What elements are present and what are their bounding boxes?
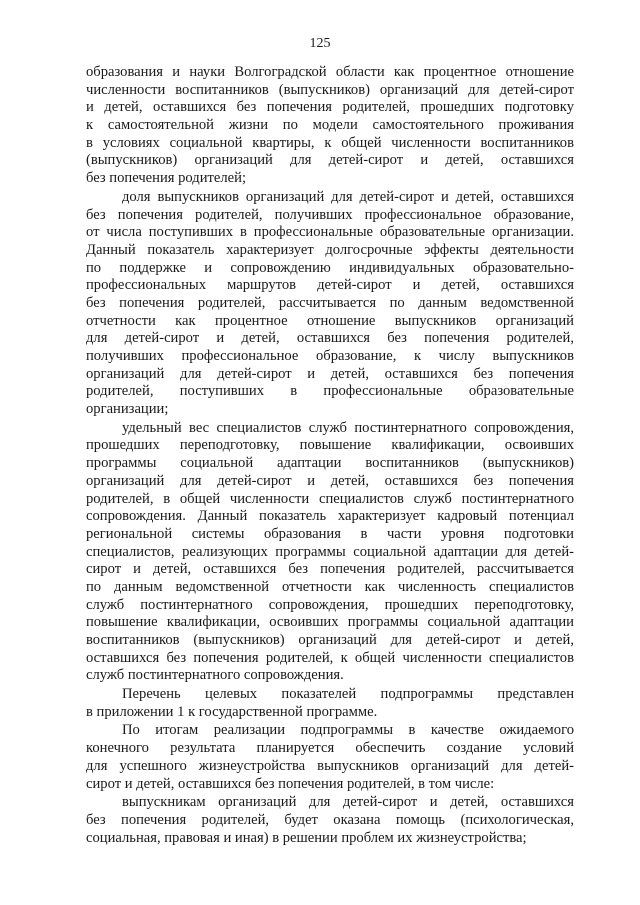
text-line: без попечения родителей, получивших профессиональное образование,: [86, 206, 574, 223]
text-line: сопровождения. Данный показатель характеризует кадровый потенциал: [86, 508, 574, 525]
text-line: Перечень целевых показателей подпрограммы представлен: [122, 686, 574, 703]
text-line: региональной системы образования в части уровня подготовки: [86, 525, 574, 542]
text-line: прошедших переподготовку, повышение квалификации, освоивших: [86, 437, 574, 454]
text-line: в приложении 1 к государственной программе.: [86, 703, 378, 720]
text-line: служб постинтернатного сопровождения, прошедших переподготовку,: [86, 596, 574, 613]
text-line: по поддержке и сопровождению индивидуальных образовательно-: [86, 259, 574, 276]
paragraph: [86, 794, 574, 847]
text-line: Данный показатель характеризует долгосрочные эффекты деятельности: [86, 241, 574, 258]
text-line: родителей, в общей численности специалистов служб постинтернатного: [86, 490, 574, 507]
text-line: образования и науки Волгоградской области как процентное отношение: [86, 64, 574, 80]
text-line: конечного результата планируется обеспечить создание условий: [86, 740, 574, 757]
text-line: от числа поступивших в профессиональные образовательные организации.: [86, 224, 574, 241]
text-line: родителей, поступивших в профессиональные образовательные: [86, 383, 574, 400]
text-line: воспитанников (выпускников) организаций для детей-сирот и детей,: [86, 632, 574, 648]
text-line: удельный вес специалистов служб постинтернатного сопровождения,: [122, 419, 574, 436]
text-line: организаций для детей-сирот и детей, оставшихся без попечения: [86, 365, 574, 382]
text-line: по данным ведомственной отчетности как численность специалистов: [86, 578, 574, 595]
text-line: численности воспитанников (выпускников) организаций для детей-сирот: [86, 81, 574, 98]
text-line: для успешного жизнеустройства выпускников организаций для детей-: [86, 757, 574, 774]
text-line: без попечения родителей, будет оказана помощь (психологическая,: [86, 811, 574, 828]
text-line: повышение квалификации, освоивших программы социальной адаптации: [86, 614, 574, 631]
text-line: доля выпускников организаций для детей-сирот и детей, оставшихся: [122, 188, 574, 205]
paragraph: [86, 686, 574, 721]
paragraph: [86, 64, 574, 188]
text-line: программы социальной адаптации воспитанников (выпускников): [86, 455, 574, 472]
text-line: социальная, правовая и иная) в решении проблем их жизнеустройства;: [86, 829, 527, 846]
text-line: профессиональных маршрутов детей-сирот и детей, оставшихся: [86, 277, 574, 294]
text-line: (выпускников) организаций для детей-сирот и детей, оставшихся: [86, 152, 574, 169]
document-body: [86, 64, 574, 847]
text-line: оставшихся без попечения родителей, к общей численности специалистов: [86, 649, 574, 666]
text-line: специалистов, реализующих программы социальной адаптации для детей-: [86, 543, 574, 560]
text-line: сирот и детей, оставшихся без попечения родителей, рассчитывается: [86, 561, 574, 578]
text-line: организации;: [86, 401, 169, 418]
text-line: без попечения родителей, рассчитывается по данным ведомственной: [86, 294, 574, 311]
text-line: к самостоятельной жизни по модели самостоятельного проживания: [86, 117, 574, 134]
text-line: получивших профессиональное образование, к числу выпускников: [86, 348, 574, 364]
text-line: По итогам реализации подпрограммы в качестве ожидаемого: [122, 722, 574, 739]
text-line: в условиях социальной квартиры, к общей численности воспитанников: [86, 134, 574, 151]
text-line: для детей-сирот и детей, оставшихся без попечения родителей,: [86, 330, 574, 347]
text-line: отчетности как процентное отношение выпускников организаций: [86, 312, 574, 329]
paragraph: [86, 420, 574, 685]
text-line: и детей, оставшихся без попечения родителей, прошедших подготовку: [86, 99, 574, 116]
paragraph: [86, 189, 574, 419]
text-line: без попечения родителей;: [86, 170, 247, 187]
page-number: 125: [309, 36, 331, 51]
text-line: служб постинтернатного сопровождения.: [86, 667, 344, 684]
text-line: организаций для детей-сирот и детей, оставшихся без попечения: [86, 472, 574, 489]
paragraph: [86, 722, 574, 793]
text-line: выпускникам организаций для детей-сирот и детей, оставшихся: [122, 794, 574, 811]
text-line: сирот и детей, оставшихся без попечения родителей, в том числе:: [86, 775, 495, 792]
